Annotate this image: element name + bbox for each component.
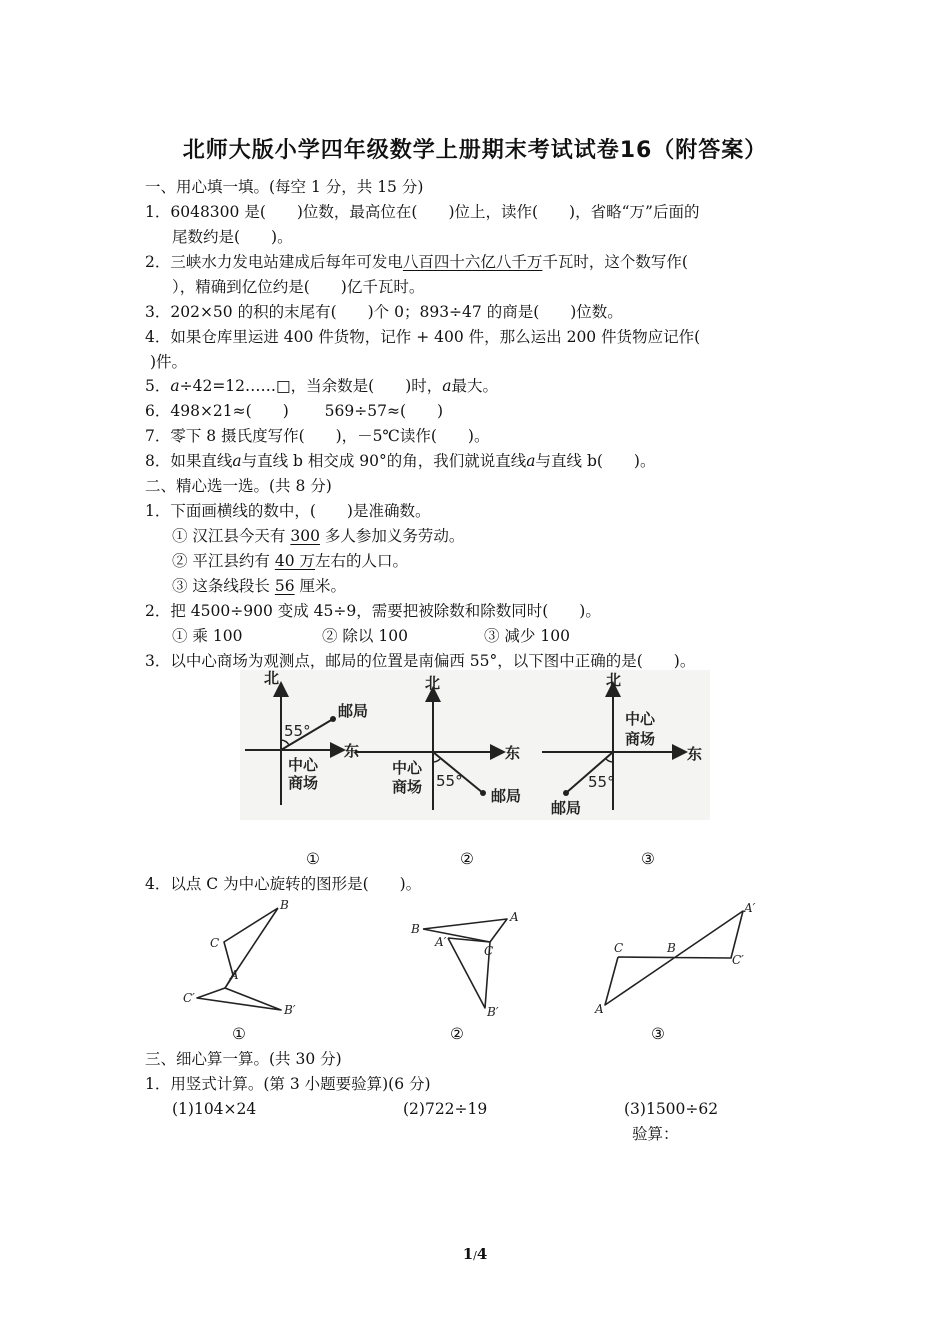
q2-text-pre: 2．三峡水力发电站建成后每年可发电: [145, 253, 403, 271]
point-a-prime: A′: [744, 901, 756, 915]
point-c-prime: C′: [732, 953, 744, 967]
page-current: 1: [462, 1245, 474, 1263]
figure-option-1: ①: [232, 1025, 246, 1043]
option-text: 多人参加义务劳动。: [319, 527, 465, 545]
figure-3: [594, 901, 756, 1016]
question-2-4: 4．以点 C 为中心旋转的图形是( )。: [145, 875, 422, 893]
q2-text-post: 千瓦时，这个数写作(: [542, 253, 688, 271]
point-a-prime: A′: [435, 935, 447, 949]
question-2-3: 3．以中心商场为观测点，邮局的位置是南偏西 55°，以下图中正确的是( )。: [145, 652, 696, 670]
option-2-2-2: ② 除以 100: [322, 627, 408, 645]
question-1-2-line2: ），精确到亿位约是( )亿千瓦时。: [172, 278, 425, 296]
figure-option-2: ②: [450, 1025, 464, 1043]
center-label-1: 中心: [392, 759, 423, 777]
section-1-heading: 一、用心填一填。(每空 1 分，共 15 分): [145, 178, 424, 196]
option-underlined: 300: [290, 527, 320, 545]
point-b: B: [280, 898, 289, 912]
question-1-6: 6．498×21≈( ) 569÷57≈( ): [145, 402, 444, 420]
question-1-3: 3．202×50 的积的末尾有( )个 0；893÷47 的商是( )位数。: [145, 303, 623, 321]
calc-1: (1)104×24: [172, 1100, 257, 1118]
option-text: ③ 这条线段长: [172, 577, 275, 595]
question-2-1: 1．下面画横线的数中，( )是准确数。: [145, 502, 431, 520]
option-2-1-3: [172, 576, 346, 596]
point-c: C: [210, 936, 220, 950]
figure-1: [183, 898, 296, 1017]
angle-label: 55°: [436, 772, 463, 790]
post-office-label: 邮局: [551, 799, 582, 817]
diagram-option-3: ③: [641, 850, 655, 868]
east-label: 东: [344, 742, 360, 760]
point-c-prime: C′: [183, 991, 195, 1005]
angle-label: 55°: [588, 773, 615, 791]
q2-underlined-number: 八百四十六亿八千万: [402, 253, 543, 271]
figure-2: [410, 910, 519, 1019]
post-office-label: 邮局: [491, 787, 522, 805]
figure-option-3: ③: [651, 1025, 665, 1043]
question-1-1-line2: 尾数约是( )。: [172, 228, 293, 246]
point-a: A: [230, 968, 239, 982]
question-1-5: 5．𝑎÷42=12……□，当余数是( )时，𝑎最大。: [145, 377, 499, 395]
question-3-1: 1．用竖式计算。(第 3 小题要验算)(6 分): [145, 1075, 431, 1093]
option-text: ① 汉江县今天有: [172, 527, 291, 545]
section-3-heading: 三、细心算一算。(共 30 分): [145, 1050, 342, 1068]
diagram-option-1: ①: [306, 850, 320, 868]
page-number: [0, 1245, 950, 1263]
center-label-1: 中心: [288, 756, 319, 774]
center-label-2: 商场: [288, 774, 319, 792]
center-label-1: 中心: [625, 710, 656, 728]
east-label: 东: [505, 744, 521, 762]
option-2-1-1: [172, 526, 464, 546]
page-separator: /: [473, 1249, 477, 1262]
page-title: 北师大版小学四年级数学上册期末考试试卷16（附答案）: [182, 138, 768, 163]
page-total: 4: [476, 1245, 488, 1263]
option-text: ② 平江县约有: [172, 552, 275, 570]
angle-label: 55°: [284, 722, 311, 740]
question-1-8: 8．如果直线𝑎与直线 b 相交成 90°的角，我们就说直线𝑎与直线 b( )。: [145, 452, 656, 470]
north-label: 北: [606, 671, 622, 689]
question-1-4-line1: 4．如果仓库里运进 400 件货物，记作 + 400 件，那么运出 200 件货物应记作(: [145, 328, 701, 346]
option-underlined: 40 万: [274, 552, 316, 570]
north-label: 北: [264, 670, 280, 687]
point-a: A: [510, 910, 519, 924]
point-c: C: [614, 941, 624, 955]
option-2-2-3: ③ 减少 100: [484, 627, 570, 645]
point-b-prime: B′: [487, 1005, 499, 1019]
question-1-4-line2: )件。: [150, 353, 188, 371]
option-text: 左右的人口。: [315, 552, 409, 570]
post-office-label: 邮局: [338, 702, 369, 720]
center-label-2: 商场: [392, 778, 423, 796]
check-label: 验算：: [632, 1125, 679, 1143]
option-2-1-2: [172, 551, 408, 571]
question-2-2: 2．把 4500÷900 变成 45÷9，需要把被除数和除数同时( )。: [145, 602, 601, 620]
question-1-7: 7．零下 8 摄氏度写作( )，－5℃读作( )。: [145, 427, 490, 445]
section-2-heading: 二、精心选一选。(共 8 分): [145, 477, 332, 495]
east-label: 东: [687, 745, 703, 763]
calc-3: (3)1500÷62: [624, 1100, 719, 1118]
option-2-2-1: ① 乘 100: [172, 627, 243, 645]
option-underlined: 56: [274, 577, 295, 595]
question-1-2-line1: [145, 252, 688, 272]
rotation-figures: [170, 895, 780, 1025]
north-label: 北: [425, 674, 441, 692]
point-b-prime: B′: [284, 1003, 296, 1017]
point-b: B: [667, 941, 676, 955]
point-b: B: [411, 922, 420, 936]
point-a: A: [595, 1002, 604, 1016]
direction-diagrams: [240, 670, 710, 820]
question-1-1-line1: 1．6048300 是( )位数，最高位在( )位上，读作( )，省略“万”后面的: [145, 203, 700, 221]
diagram-option-2: ②: [460, 850, 474, 868]
point-c: C: [484, 944, 494, 958]
center-label-2: 商场: [625, 730, 656, 748]
calc-2: (2)722÷19: [403, 1100, 488, 1118]
option-text: 厘米。: [294, 577, 347, 595]
